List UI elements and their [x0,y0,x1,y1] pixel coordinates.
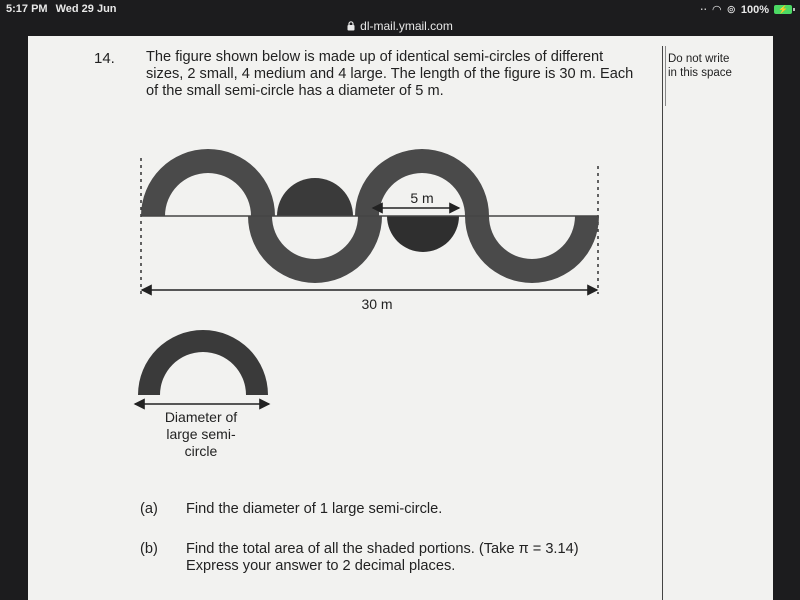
large-arch-lower-right [465,216,599,283]
large-arch-lower-left [248,216,382,283]
orientation-lock-icon: ⊚ [726,4,736,16]
lock-icon [347,21,355,31]
status-bar [0,0,800,18]
part-b-text-2: Express your answer to 2 decimal places. [186,558,456,574]
diameter-caption [139,409,263,460]
diameter-caption-line: circle [184,443,218,459]
margin-note-line: Do not write [668,53,730,65]
question-line: sizes, 2 small, 4 medium and 4 large. The length of the figure is 30 m. Each [146,66,634,82]
question-number: 14. [94,50,115,67]
margin-note-line: in this space [668,67,732,79]
large-arch-upper-left [141,149,275,216]
document-page [28,36,773,600]
signal-icon: ⋅⋅ [700,4,708,16]
wifi-icon: ◠ [712,4,722,16]
length-label: 30 m [361,296,393,312]
small-semicircle-lower [387,216,459,252]
status-date: Wed 29 Jun [55,3,117,15]
question-line: of the small semi-circle has a diameter of 5 m. [146,83,444,99]
part-b [140,541,660,581]
part-b-letter: (b) [140,541,158,557]
small-semicircle-upper [277,178,353,216]
small-diameter-label: 5 m [410,190,434,206]
diameter-caption-line: large semi- [166,426,236,442]
url-text: dl-mail.ymail.com [360,19,453,33]
part-a [140,501,660,521]
large-semicircle-example [138,330,268,395]
question-line: The figure shown below is made up of identical semi-circles of different [146,49,604,65]
part-b-text: Find the total area of all the shaded portions. (Take π = 3.14) [186,541,579,557]
battery-percent: 100% [740,3,769,16]
url-bar[interactable] [0,18,800,36]
battery-icon: ⚡ [774,5,792,14]
part-a-text: Find the diameter of 1 large semi-circle. [186,501,443,517]
part-a-letter: (a) [140,501,158,517]
status-time: 5:17 PM [6,3,48,15]
diameter-caption-line: Diameter of [164,409,238,425]
